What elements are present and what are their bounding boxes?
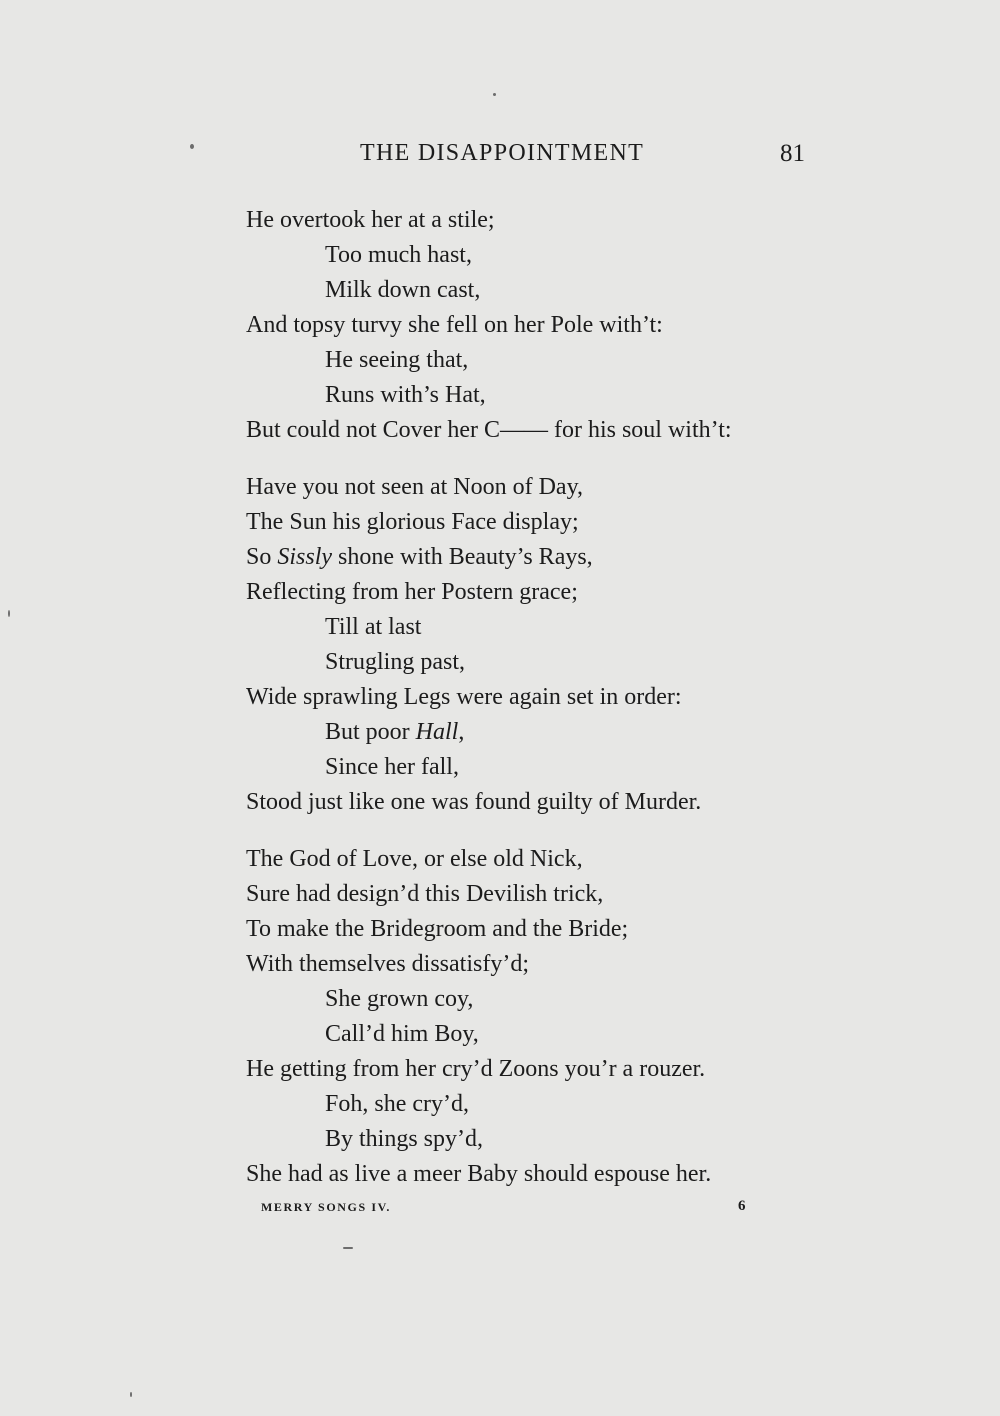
italic-name: Sissly <box>277 544 333 570</box>
verse-line: He getting from her cry’d Zoons you’r a rouzer. <box>246 1056 706 1082</box>
verse-line-indented: Call’d him Boy, <box>325 1021 479 1047</box>
verse-line-indented: He seeing that, <box>325 347 469 373</box>
verse-line-indented: She grown coy, <box>325 986 474 1012</box>
verse-line-indented: Too much hast, <box>325 242 472 268</box>
paper-speck <box>190 144 194 149</box>
verse-line-indented: Milk down cast, <box>325 277 481 303</box>
page-header <box>245 140 805 176</box>
verse-line: But could not Cover her C—— for his soul with’t: <box>246 417 732 443</box>
verse-text: shone with Beauty’s Rays, <box>332 544 593 570</box>
verse-line-indented: Since her fall, <box>325 754 459 780</box>
verse-text: But poor <box>325 719 416 745</box>
verse-text: , <box>458 719 465 745</box>
verse-line: The Sun his glorious Face display; <box>246 509 579 535</box>
verse-line-indented: Foh, she cry’d, <box>325 1091 469 1117</box>
paper-speck <box>8 610 10 617</box>
verse-line: He overtook her at a stile; <box>246 207 495 233</box>
verse-line: With themselves dissatisfy’d; <box>246 951 529 977</box>
stanza-3 <box>246 842 826 1192</box>
page-number: 81 <box>780 140 805 167</box>
verse-line-indented: Till at last <box>325 614 422 640</box>
verse-line-indented: Strugling past, <box>325 649 466 675</box>
verse-line: Reflecting from her Postern grace; <box>246 579 578 605</box>
verse-line: She had as live a meer Baby should espouse her. <box>246 1161 712 1187</box>
verse-line-indented <box>246 715 826 750</box>
verse-line <box>246 540 826 575</box>
verse-line: Sure had design’d this Devilish trick, <box>246 881 604 907</box>
signature-mark: MERRY SONGS IV. <box>261 1200 391 1214</box>
italic-name: Hall <box>415 719 459 745</box>
verse-line: The God of Love, or else old Nick, <box>246 846 583 872</box>
verse-line-indented: Runs with’s Hat, <box>325 382 486 408</box>
verse-line: Stood just like one was found guilty of Murder. <box>246 789 702 815</box>
running-title: THE DISAPPOINTMENT <box>360 140 645 166</box>
poem-body <box>246 203 826 1214</box>
verse-line-indented: By things spy’d, <box>325 1126 484 1152</box>
paper-speck <box>493 93 496 96</box>
verse-line: To make the Bridegroom and the Bride; <box>246 916 629 942</box>
verse-line: Wide sprawling Legs were again set in order: <box>246 684 682 710</box>
stanza-1 <box>246 203 826 448</box>
verse-text: So <box>246 544 278 570</box>
paper-speck <box>343 1247 353 1249</box>
signature-number: 6 <box>738 1198 746 1214</box>
verse-line: Have you not seen at Noon of Day, <box>246 474 584 500</box>
stanza-2 <box>246 470 826 820</box>
paper-speck <box>130 1392 132 1397</box>
verse-line: And topsy turvy she fell on her Pole with’t: <box>246 312 663 338</box>
